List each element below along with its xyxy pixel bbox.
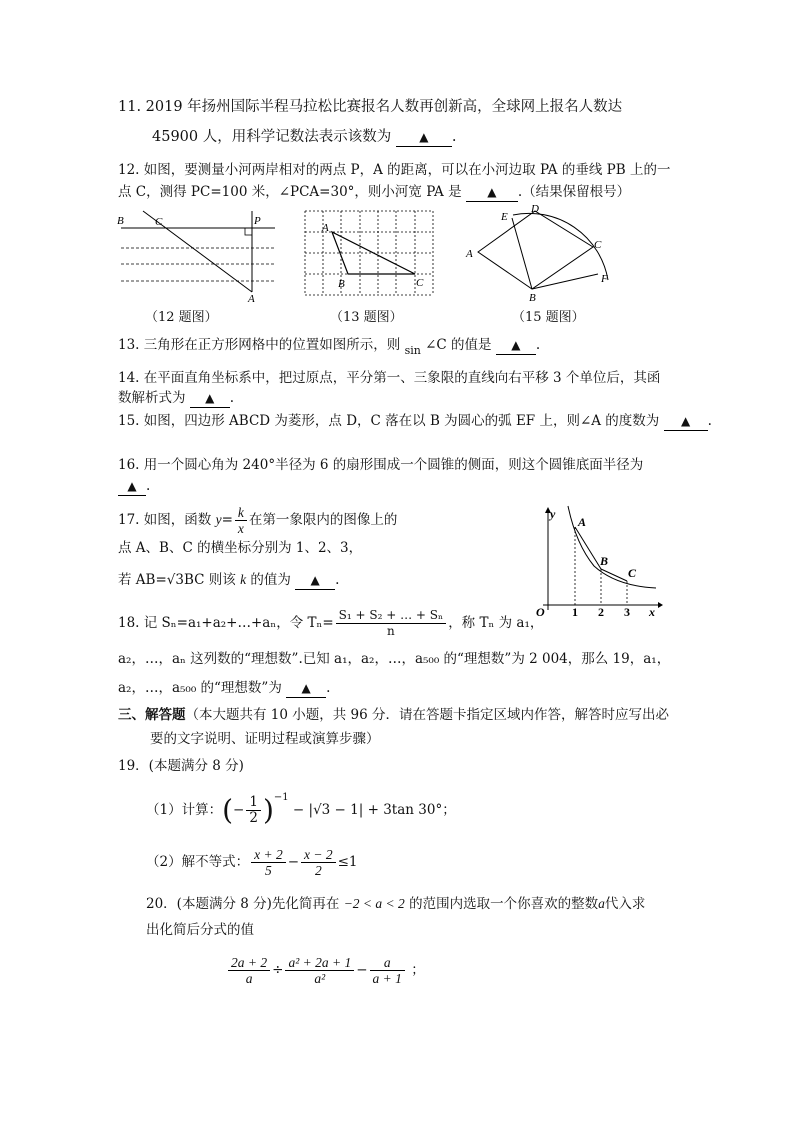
q19-header: 19．(本题满分 8 分) (118, 758, 244, 774)
fig17-tick-1: 1 (572, 605, 578, 618)
fig15-label-c: C (594, 239, 602, 251)
q18-frac-num: S₁ + S₂ + … + Sₙ (336, 608, 447, 624)
q20-expression (226, 950, 425, 990)
q15-text: 15. 如图，四边形 ABCD 为菱形，点 D，C 落在以 B 为圆心的弧 EF 上，则∠A 的度数为 (118, 413, 660, 429)
answer-triangle-icon: ▲ (205, 391, 215, 405)
q12-line1: 12. 如图，要测量小河两岸相对的两点 P，A 的距离，可以在小河边取 PA 的垂线 PB 上的一 (118, 162, 671, 178)
section3-line2: 要的文字说明、证明过程或演算步骤） (150, 731, 380, 747)
fig15-label-b: B (529, 292, 536, 304)
q18-fraction (336, 608, 447, 639)
q13-answer-blank[interactable] (496, 336, 536, 355)
q17-fraction (235, 505, 247, 536)
q17-line2: 点 A、B、C 的横坐标分别为 1、2、3， (118, 540, 363, 556)
q20-frac1-den: a (245, 971, 253, 986)
q17-line1 (118, 503, 397, 537)
q18-line3 (118, 679, 330, 698)
q19-frac1 (251, 847, 286, 878)
q17-line3 (118, 571, 339, 590)
q19-p1-minus2: − (292, 802, 305, 818)
q20-frac1 (228, 955, 270, 986)
answer-triangle-icon: ▲ (301, 681, 311, 695)
q19-frac1-num: x + 2 (251, 847, 286, 863)
q19-abs: |√3 − 1| (308, 802, 364, 818)
q19-frac2-num: x − 2 (301, 847, 336, 863)
answer-triangle-icon: ▲ (127, 479, 137, 493)
section3-title: 三、解答题 (118, 707, 186, 723)
q19-part1 (146, 788, 456, 832)
answer-triangle-icon: ▲ (310, 573, 320, 587)
q19-p1-minus: − (233, 802, 245, 818)
q14-answer-blank[interactable] (190, 389, 230, 408)
q19-exponent: −1 (273, 792, 289, 803)
q20-frac3 (370, 955, 405, 986)
fig15-label-a: A (466, 248, 473, 260)
q19-half-den: 2 (249, 810, 258, 826)
q13-text-a: 13. 三角形在正方形网格中的位置如图所示，则 (118, 337, 401, 353)
q13-sin: sin (404, 344, 421, 357)
fig17-label-a: A (578, 515, 587, 529)
rhombus-abcd (478, 211, 593, 289)
q17-text-a: 17. 如图，函数 (118, 512, 212, 528)
right-angle-mark (245, 228, 252, 235)
fig15-label-e: E (501, 211, 508, 223)
q16-answer-blank[interactable] (118, 477, 146, 496)
q20-text-c: 代入求 (604, 896, 646, 912)
q20-text-a: 20．(本题满分 8 分)先化简再在 (146, 896, 340, 912)
q19-tan: + 3tan 30° (367, 802, 443, 818)
q16-end: . (146, 478, 151, 494)
fig17-tick-3: 3 (624, 605, 630, 618)
fig17-label-o: O (536, 605, 545, 618)
q20-end: ； (411, 962, 425, 978)
figure-12-caption: （12 题图） (145, 310, 218, 325)
q17-end: . (335, 572, 340, 588)
q19-frac2 (301, 847, 336, 878)
answer-triangle-icon: ▲ (680, 414, 691, 428)
paren-open: ( (222, 793, 234, 827)
figure-15-rhombus (460, 202, 620, 304)
q18-end: . (326, 680, 331, 696)
fig15-label-d: D (531, 203, 539, 215)
figure-15-caption: （15 题图） (512, 310, 585, 325)
figure-17-graph (528, 504, 663, 618)
q18-line2: a₂，…，aₙ 这列数的“理想数”.已知 a₁，a₂，…，a₅₀₀ 的“理想数”为 2 004，那么 19，a₁， (118, 651, 671, 667)
answer-triangle-icon: ▲ (487, 185, 497, 199)
q17-y: y (215, 512, 222, 527)
fig17-tick-2: 2 (598, 605, 604, 618)
figure-13-caption: （13 题图） (330, 310, 403, 325)
segment-ab (575, 527, 601, 569)
q19-half-fraction (246, 795, 261, 826)
q11-line2 (152, 128, 456, 147)
q13-text-b: ∠C 的值是 (425, 337, 492, 353)
q12-answer-blank[interactable] (466, 183, 518, 202)
q17-frac-den: x (237, 521, 244, 536)
q18-frac-den: n (387, 624, 395, 638)
answer-triangle-icon: ▲ (419, 130, 429, 144)
section3-intro: （本大题共有 10 小题，共 96 分．请在答题卡指定区域内作答，解答时应写出必 (185, 707, 670, 723)
q19-part2 (146, 842, 358, 882)
q13-end: . (535, 337, 541, 353)
line-bf (532, 274, 598, 289)
q11-end: . (451, 129, 457, 145)
q15-end: . (707, 413, 712, 429)
q17-eq: = (221, 512, 233, 528)
q14-text: 数解析式为 (118, 390, 186, 406)
q19-rel: ≤1 (337, 854, 358, 870)
q19-frac2-den: 2 (314, 863, 322, 878)
q17-frac-num: k (235, 505, 247, 521)
section3-line1 (118, 706, 669, 724)
q20-frac3-den: a + 1 (372, 971, 402, 986)
q17-text-d: BC 则该 (183, 572, 236, 588)
q16-line2 (118, 477, 150, 496)
q19-half-num: 1 (246, 795, 261, 811)
q20-line1 (146, 895, 645, 913)
fig17-label-y: y (550, 507, 556, 521)
q11-text: 45900 人，用科学记数法表示该数为 (152, 129, 392, 145)
q13-line (118, 336, 540, 355)
fig17-label-c: C (628, 566, 637, 580)
q18-text-c: a₂，…，a₅₀₀ 的“理想数”为 (118, 680, 282, 696)
q19-p1-end: ； (442, 802, 456, 818)
figure-12-river (115, 206, 280, 306)
fig12-label-p: P (254, 215, 261, 227)
q11-answer-blank[interactable] (396, 128, 452, 147)
fig17-label-x: x (649, 605, 655, 618)
q19-op: − (287, 854, 300, 870)
q14-line2 (118, 389, 234, 408)
q19-p2-label: （2）解不等式： (146, 854, 250, 870)
fig13-label-a: A (322, 222, 329, 234)
q18-line1 (118, 606, 543, 640)
answer-triangle-icon: ▲ (511, 338, 521, 352)
fig12-label-a: A (248, 293, 255, 305)
q15-line (118, 412, 712, 431)
q20-text-b: 的范围内选取一个你喜欢的整数 (409, 896, 599, 912)
q20-frac2-den: a² (314, 971, 326, 986)
q19-p1-label: （1）计算： (146, 802, 223, 818)
figure-13-grid (300, 206, 440, 298)
q19-frac1-den: 5 (265, 863, 272, 878)
q17-text-c: 若 AB= (118, 572, 167, 588)
fig17-label-b: B (600, 554, 609, 568)
fig12-label-c: C (155, 216, 163, 228)
q20-frac1-num: 2a + 2 (228, 955, 270, 971)
q17-answer-blank[interactable] (295, 571, 335, 590)
fig15-label-f: F (601, 273, 608, 285)
q20-minus: − (356, 962, 368, 978)
q17-sqrt3: √3 (166, 572, 184, 588)
q11-line1: 11. 2019 年扬州国际半程马拉松比赛报名人数再创新高，全球网上报名人数达 (118, 99, 623, 115)
q17-k: k (240, 572, 247, 587)
fig13-label-c: C (416, 277, 424, 289)
q20-frac3-num: a (370, 955, 405, 971)
q14-line1: 14. 在平面直角坐标系中，把过原点，平分第一、三象限的直线向右平移 3 个单位后，其函 (118, 370, 661, 386)
q20-div: ÷ (272, 962, 284, 978)
line-be (512, 218, 532, 289)
q14-end: . (229, 390, 235, 406)
q18-text-b: ，称 Tₙ 为 a₁， (448, 615, 544, 631)
q20-frac2 (285, 955, 354, 986)
q15-answer-blank[interactable] (664, 412, 708, 431)
q12-text-a: 点 C，测得 PC=100 米，∠PCA=30°，则小河宽 PA 是 (118, 184, 462, 200)
q20-range: −2 < a < 2 (343, 896, 405, 911)
q17-text-b: 在第一象限内的图像上的 (248, 512, 398, 528)
q18-text-a: 18. 记 Sₙ=a₁+a₂+…+aₙ，令 Tₙ= (118, 615, 334, 631)
q18-answer-blank[interactable] (286, 679, 326, 698)
paren-close: ) (262, 793, 274, 827)
q12-line2 (118, 183, 630, 202)
fig12-label-b: B (117, 215, 124, 227)
q20-frac2-num: a² + 2a + 1 (285, 955, 354, 971)
q20-line2: 出化简后分式的值 (146, 922, 254, 938)
q16-line1: 16. 用一个圆心角为 240°半径为 6 的扇形围成一个圆锥的侧面，则这个圆锥底面半径为 (118, 457, 644, 473)
q17-text-e: 的值为 (250, 572, 291, 588)
fig13-label-b: B (338, 278, 345, 290)
x-axis-arrow-icon (658, 602, 663, 608)
q20-a: a (598, 896, 605, 911)
q12-text-b: .（结果保留根号） (517, 184, 631, 200)
